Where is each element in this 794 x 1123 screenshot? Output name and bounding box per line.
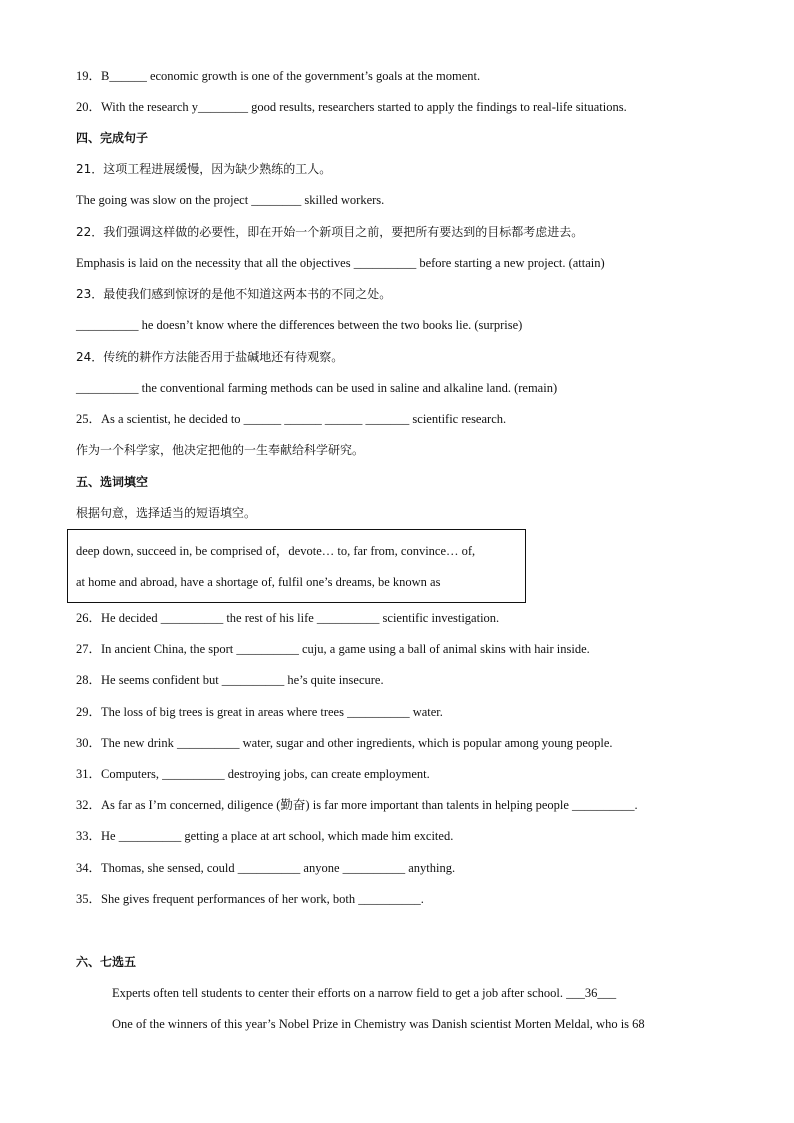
question-31: 31．Computers, __________ destroying jobs, can create employment. — [76, 767, 430, 781]
question-21-chinese: 21．这项工程进展缓慢，因为缺少熟练的工人。 — [76, 162, 332, 176]
question-20: 20．With the research y________ good results, researchers started to apply the findings to real-life situations. — [76, 100, 627, 114]
question-28: 28．He seems confident but __________ he’s quite insecure. — [76, 673, 384, 687]
question-24-chinese: 24．传统的耕作方法能否用于盐碱地还有待观察。 — [76, 350, 344, 364]
section-5-instruction: 根据句意，选择适当的短语填空。 — [76, 506, 257, 520]
word-bank-line-2: at home and abroad, have a shortage of, fulfil one’s dreams, be known as — [76, 575, 441, 589]
question-19: 19．B______ economic growth is one of the government’s goals at the moment. — [76, 69, 481, 83]
question-32: 32．As far as I’m concerned, diligence (勤奋) is far more important than talents in helping people __________. — [76, 798, 638, 812]
question-21-english: The going was slow on the project ________ skilled workers. — [76, 193, 385, 207]
question-23-english: __________ he doesn’t know where the differences between the two books lie. (surprise) — [76, 318, 523, 332]
word-bank-line-1: deep down, succeed in, be comprised of，devote… to, far from, convince… of, — [76, 544, 476, 558]
word-bank-box — [67, 529, 526, 603]
question-23-chinese: 23．最使我们感到惊讶的是他不知道这两本书的不同之处。 — [76, 287, 392, 301]
question-34: 34．Thomas, she sensed, could __________ anyone __________ anything. — [76, 861, 456, 875]
question-25-english: 25．As a scientist, he decided to ______ ______ ______ _______ scientific research. — [76, 412, 507, 426]
section-5-heading: 五、选词填空 — [76, 475, 149, 489]
question-30: 30．The new drink __________ water, sugar and other ingredients, which is popular among young people. — [76, 736, 613, 750]
section-4-heading: 四、完成句子 — [76, 131, 149, 145]
question-26: 26．He decided __________ the rest of his life __________ scientific investigation. — [76, 611, 500, 625]
question-25-chinese: 作为一个科学家，他决定把他的一生奉献给科学研究。 — [76, 443, 365, 457]
question-33: 33．He __________ getting a place at art school, which made him excited. — [76, 829, 454, 843]
question-27: 27．In ancient China, the sport __________ cuju, a game using a ball of animal skins with hair inside. — [76, 642, 590, 656]
question-29: 29．The loss of big trees is great in areas where trees __________ water. — [76, 705, 443, 719]
section-6-heading: 六、七选五 — [76, 955, 137, 969]
question-22-chinese: 22．我们强调这样做的必要性，即在开始一个新项目之前，要把所有要达到的目标都考虑进去。 — [76, 225, 584, 239]
passage-line-1: Experts often tell students to center their efforts on a narrow field to get a job after school. ___36___ — [112, 986, 617, 1000]
question-24-english: __________ the conventional farming methods can be used in saline and alkaline land. (remain) — [76, 381, 558, 395]
passage-line-2: One of the winners of this year’s Nobel Prize in Chemistry was Danish scientist Morten Meldal, who is 68 — [112, 1017, 645, 1031]
question-35: 35．She gives frequent performances of her work, both __________. — [76, 892, 424, 906]
question-22-english: Emphasis is laid on the necessity that all the objectives __________ before starting a new project. (attain) — [76, 256, 605, 270]
